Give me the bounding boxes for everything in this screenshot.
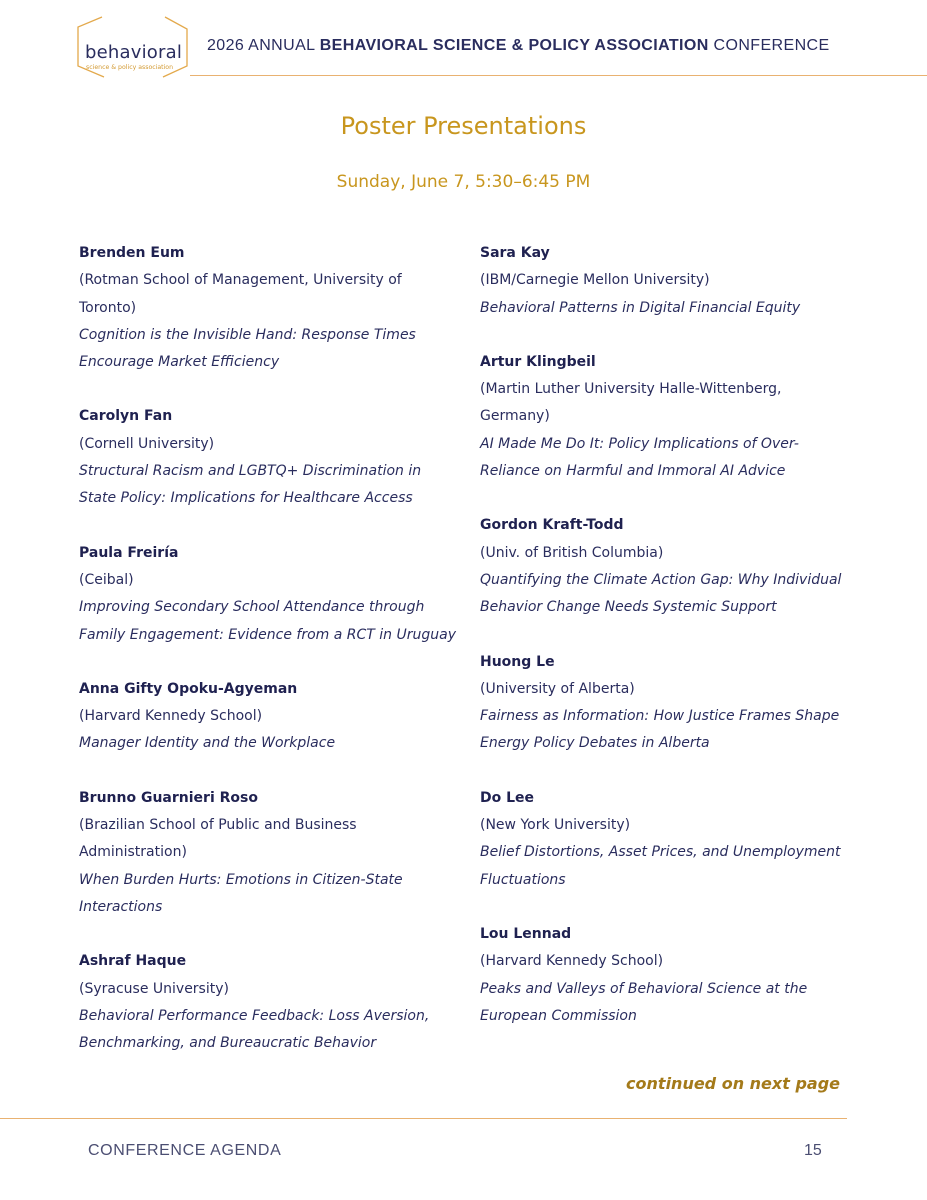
presenter-affiliation: (IBM/Carnegie Mellon University) bbox=[480, 272, 710, 289]
poster-title: Behavior Change Needs Systemic Support bbox=[480, 599, 777, 616]
presenter-entry bbox=[79, 785, 459, 921]
presenter-affiliation: (University of Alberta) bbox=[480, 680, 635, 697]
presenter-name: Artur Klingbeil bbox=[480, 353, 596, 370]
presenter-entry bbox=[480, 240, 860, 322]
poster-title: Quantifying the Climate Action Gap: Why Individual bbox=[480, 571, 842, 588]
presenter-affiliation: (Harvard Kennedy School) bbox=[79, 708, 263, 725]
presenter-affiliation: Germany) bbox=[480, 408, 550, 425]
poster-title: Belief Distortions, Asset Prices, and Unemployment bbox=[480, 844, 841, 861]
presenter-name: Huong Le bbox=[480, 653, 555, 670]
presenter-affiliation: Administration) bbox=[79, 844, 187, 861]
presenter-entry bbox=[79, 540, 459, 649]
presenter-affiliation: (New York University) bbox=[480, 817, 631, 834]
left-column bbox=[79, 240, 459, 1084]
presenter-entry bbox=[79, 403, 459, 512]
presenter-affiliation: (Cornell University) bbox=[79, 435, 215, 452]
poster-title: Manager Identity and the Workplace bbox=[79, 735, 336, 752]
poster-title: Cognition is the Invisible Hand: Response Times bbox=[79, 326, 416, 343]
presenter-entry bbox=[480, 349, 860, 485]
poster-title: When Burden Hurts: Emotions in Citizen-State bbox=[79, 871, 403, 888]
presenter-name: Brunno Guarnieri Roso bbox=[79, 789, 258, 806]
presenter-name: Lou Lennad bbox=[480, 925, 572, 942]
logo-wordmark: behavioral bbox=[85, 42, 183, 63]
poster-title: Energy Policy Debates in Alberta bbox=[480, 735, 710, 752]
poster-title: Behavioral Patterns in Digital Financial Equity bbox=[480, 299, 801, 316]
presenter-affiliation: (Martin Luther University Halle-Wittenberg, bbox=[480, 381, 782, 398]
presenter-affiliation: (Harvard Kennedy School) bbox=[480, 953, 664, 970]
poster-title: Family Engagement: Evidence from a RCT in Uruguay bbox=[79, 626, 456, 643]
footer-divider bbox=[0, 1118, 847, 1119]
presenter-entry bbox=[480, 921, 860, 1030]
presenter-name: Brenden Eum bbox=[79, 245, 185, 261]
presenter-name: Gordon Kraft-Todd bbox=[480, 517, 624, 534]
poster-title: Structural Racism and LGBTQ+ Discrimination in bbox=[79, 463, 422, 480]
poster-title: Encourage Market Efficiency bbox=[79, 354, 280, 371]
header-divider bbox=[190, 75, 927, 76]
poster-title: Fairness as Information: How Justice Frames Shape bbox=[480, 708, 840, 725]
presenter-affiliation: (Rotman School of Management, University of bbox=[79, 272, 402, 289]
presenter-name: Do Lee bbox=[480, 789, 535, 806]
logo bbox=[70, 14, 195, 78]
conference-title-suffix: CONFERENCE bbox=[708, 37, 830, 54]
presenter-affiliation: (Brazilian School of Public and Business bbox=[79, 817, 357, 834]
poster-title: AI Made Me Do It: Policy Implications of Over- bbox=[480, 435, 799, 452]
session-time: Sunday, June 7, 5:30–6:45 PM bbox=[336, 172, 591, 192]
poster-title: Behavioral Performance Feedback: Loss Aversion, bbox=[79, 1007, 430, 1024]
footer-label: CONFERENCE AGENDA bbox=[88, 1142, 282, 1159]
presenter-name: Paula Freiría bbox=[79, 544, 179, 561]
presenter-entry bbox=[79, 240, 459, 376]
continued-note: continued on next page bbox=[626, 1074, 840, 1093]
poster-title: State Policy: Implications for Healthcare Access bbox=[79, 490, 413, 507]
presenter-entry bbox=[480, 785, 860, 894]
presenter-name: Carolyn Fan bbox=[79, 408, 173, 425]
right-column bbox=[480, 240, 860, 1057]
presenter-name: Sara Kay bbox=[480, 245, 550, 261]
presenter-affiliation: (Ceibal) bbox=[79, 571, 134, 588]
presenter-name: Ashraf Haque bbox=[79, 953, 187, 970]
presenter-entry bbox=[79, 676, 459, 758]
poster-title: Fluctuations bbox=[480, 871, 566, 888]
page-title: Poster Presentations bbox=[340, 112, 587, 140]
poster-title: Reliance on Harmful and Immoral AI Advice bbox=[480, 463, 786, 480]
poster-title: Improving Secondary School Attendance through bbox=[79, 599, 425, 616]
conference-title-bold: BEHAVIORAL SCIENCE & POLICY ASSOCIATION bbox=[319, 37, 709, 54]
presenter-name: Anna Gifty Opoku-Agyeman bbox=[79, 680, 298, 697]
presenter-entry bbox=[480, 512, 860, 621]
presenter-affiliation: (Univ. of British Columbia) bbox=[480, 544, 664, 561]
conference-title-prefix: 2026 ANNUAL bbox=[207, 37, 320, 54]
poster-title: Interactions bbox=[79, 898, 163, 915]
presenter-affiliation: Toronto) bbox=[79, 299, 137, 316]
logo-tagline: science & policy association bbox=[86, 64, 174, 71]
poster-title: Peaks and Valleys of Behavioral Science at the bbox=[480, 980, 808, 997]
poster-title: Benchmarking, and Bureaucratic Behavior bbox=[79, 1035, 377, 1052]
poster-title: European Commission bbox=[480, 1007, 637, 1024]
conference-title bbox=[207, 37, 830, 55]
presenter-entry bbox=[79, 948, 459, 1057]
presenter-affiliation: (Syracuse University) bbox=[79, 980, 229, 997]
page-number: 15 bbox=[804, 1142, 822, 1159]
presenter-entry bbox=[480, 649, 860, 758]
